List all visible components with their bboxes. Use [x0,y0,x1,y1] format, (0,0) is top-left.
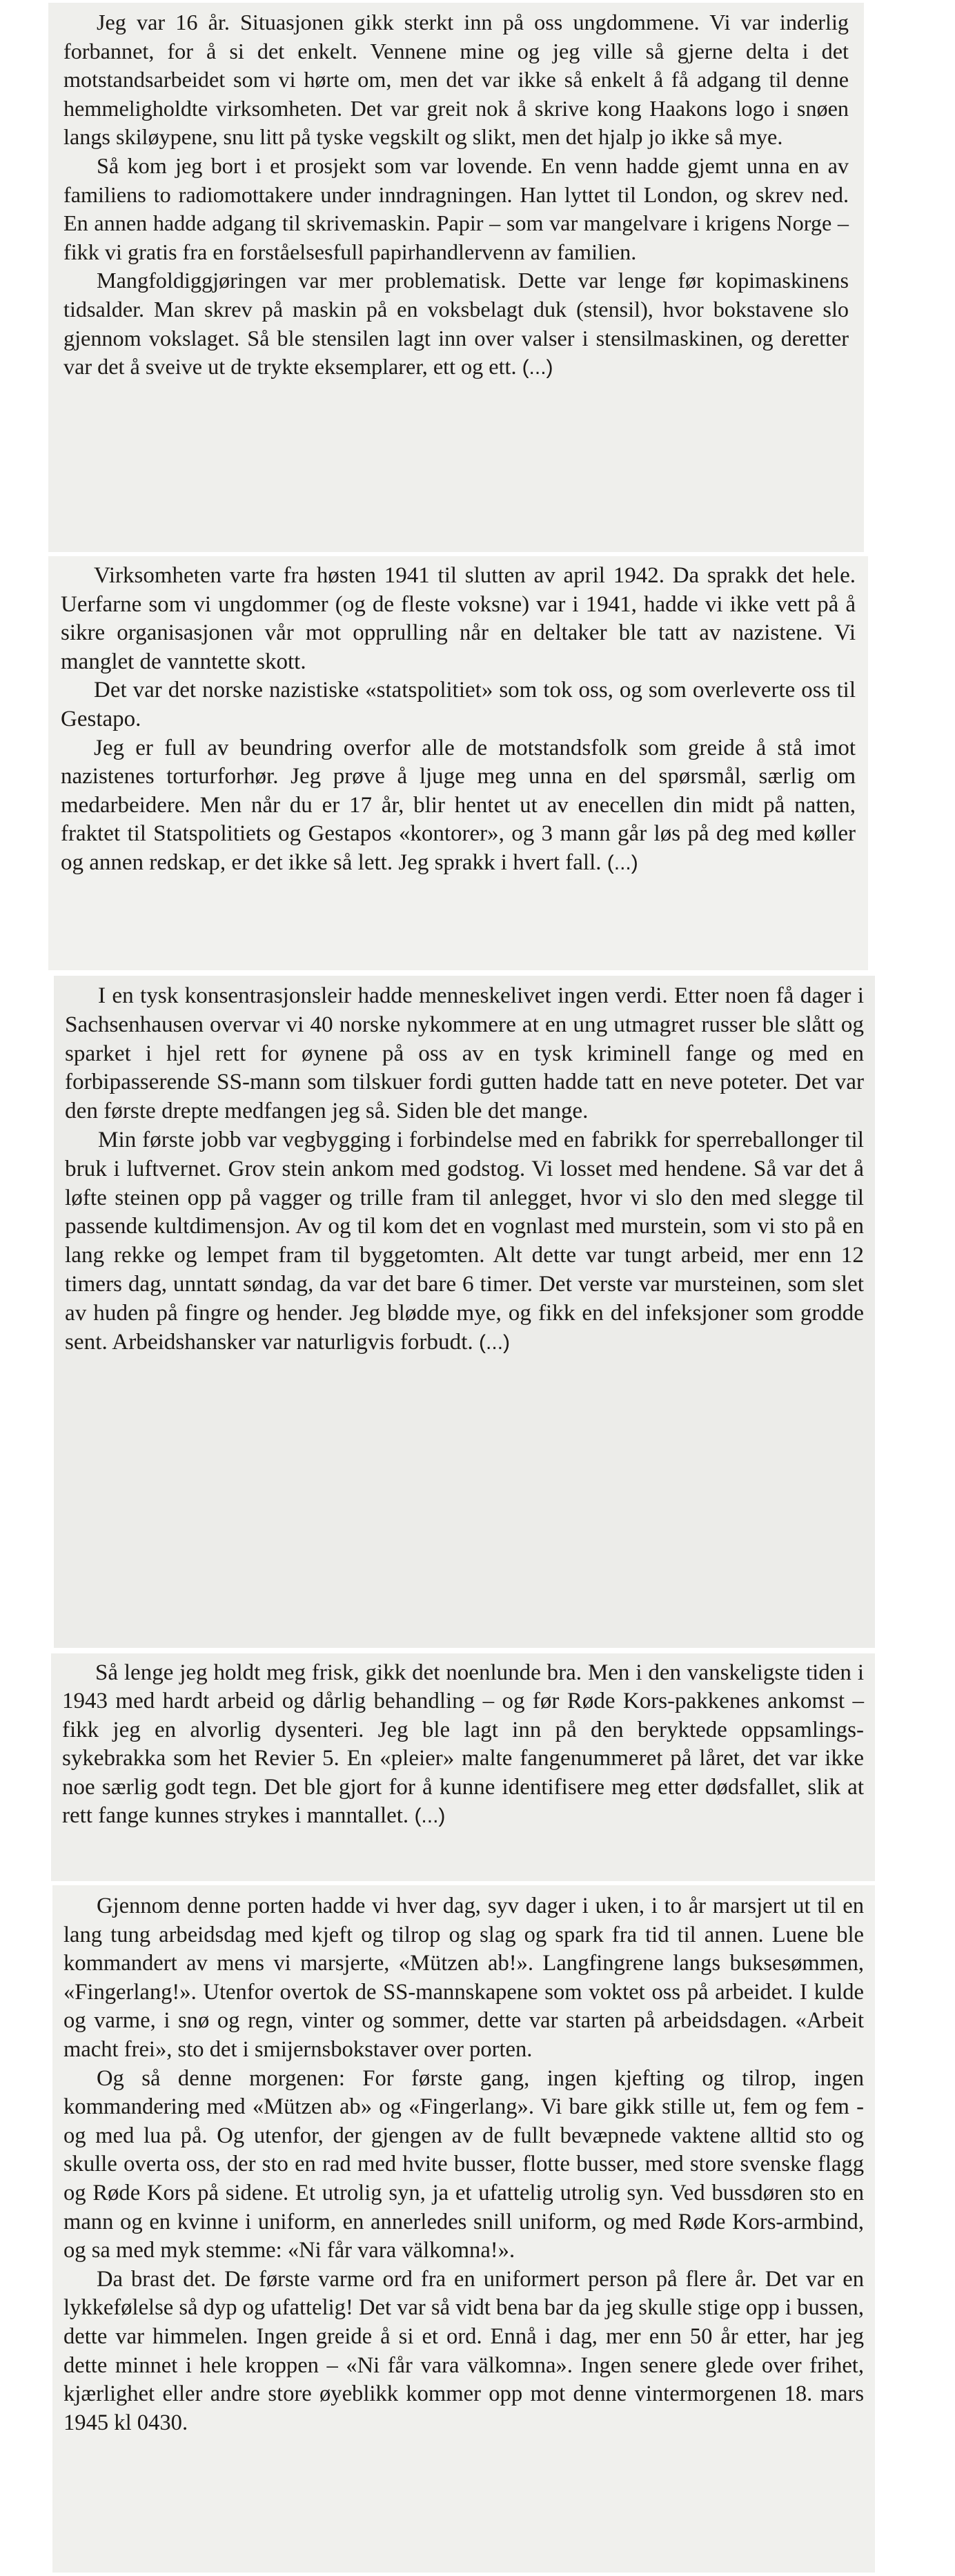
omission-mark: (...) [479,1330,511,1354]
paragraph: Da brast det. De første varme ord fra en uniformert person på flere år. Det var en lykkefølelse så dyp og ufattelig! Det var så vidt bena bar da jeg skulle stige opp i bussen, dette var himmelen. Ingen greide å si et ord. Ennå i dag, mer enn 50 år etter, har jeg dette minnet i hele kroppen – «Ni får vara välkomna». Ingen senere glede over frihet, kjærlighet eller andre store øyeblikk kommer opp mot denne vintermorgenen 18. mars 1945 kl 0430. [63,2266,864,2435]
omission-mark: (...) [414,1805,446,1828]
paragraph: Jeg var 16 år. Situasjonen gikk sterkt inn på oss ungdommene. Vi var inderlig forbannet, for å si det enkelt. Vennene mine og jeg ville så gjerne delta i det motstandsarbeidet som vi hørte om, men det var ikke så enkelt å få adgang til denne hemmeligholdte virksomheten. Det var greit nok å skrive kong Haakons logo i snøen langs skiløypene, snu litt på tyske vegskilt og slikt, men det hjalp jo ikke så mye. [63,10,849,150]
paragraph [61,734,856,878]
excerpt-5 [52,1885,875,2573]
paragraph [63,266,849,382]
paragraph: Så kom jeg bort i et prosjekt som var lovende. En venn hadde gjemt unna en av familiens to radiomottakere under inndragningen. Han lyttet til London, og skrev ned. En annen hadde adgang til skrivemaskin. Papir – som var mangelvare i krigens Norge – fikk vi gratis fra en forståelsesfull papirhandlervenn av familien. [63,153,849,264]
excerpt-2 [48,556,868,970]
excerpt-3 [54,976,875,1648]
paragraph-text: Min første jobb var vegbygging i forbindelse med en fabrikk for sperreballonger til bruk i luftvernet. Grov stein ankom med godstog. Vi losset med hendene. Så var det å løfte steinen opp på vagger og trille fram til anlegget, hvor vi slo den med slegge til passende kultdimensjon. Av og til kom det en vognlast med murstein, som vi sto på en lang rekke og lempet fram til byggetomten. Alt dette var tungt arbeid, mer enn 12 timers dag, unntatt søndag, da var det bare 6 timer. Det verste var mursteinen, som slet av huden på fingre og hender. Jeg blødde mye, og fikk en del infeksjoner som grodde sent. Arbeidshansker var naturligvis forbudt. [65,1126,864,1355]
paragraph [62,1659,864,1830]
excerpt-1 [48,3,864,552]
paragraph: I en tysk konsentrasjonsleir hadde menneskelivet ingen verdi. Etter noen få dager i Sachsenhausen overvar vi 40 norske nykommere at en ung utmagret russer ble slått og sparket i hjel rett for øynene på oss av en tysk kriminell fange og med en forbipasserende SS-mann som tilskuer fordi gutten hadde tatt en neve poteter. Det var den første drepte medfangen jeg så. Siden ble det mange. [65,983,864,1124]
omission-mark: (...) [522,356,553,380]
omission-mark: (...) [607,851,638,874]
paragraph-text: Mangfoldiggjøringen var mer problematisk. Dette var lenge før kopimaskinens tidsalder. Man skrev på maskin på en voksbelagt duk (stensil), hvor bokstavene slo gjennom vokslaget. Så ble stensilen lagt inn over valser i stensilmaskinen, og deretter var det å sveive ut de trykte eksemplarer, ett og ett. [63,268,849,380]
paragraph: Gjennom denne porten hadde vi hver dag, syv dager i uken, i to år marsjert ut til en lang tung arbeidsdag med kjeft og tilrop og slag og spark fra tid til annen. Luene ble kommandert av mens vi marsjerte, «Mützen ab!». Langfingrene langs buksesømmen, «Fingerlang!». Utenfor overtok de SS-mannskapene som voktet oss på arbeidet. I kulde og varme, i snø og regn, vinter og sommer, dette var starten på arbeidsdagen. «Arbeit macht frei», sto det i smijernsbokstaver over porten. [63,1894,864,2062]
paragraph: Det var det norske nazistiske «statspolitiet» som tok oss, og som overleverte oss til Gestapo. [61,678,856,731]
paragraph-text: Så lenge jeg holdt meg frisk, gikk det noenlunde bra. Men i den vanskeligste tiden i 1943 med hardt arbeid og dårlig behandling – og før Røde Kors-pakkenes ankomst – fikk jeg en alvorlig dysenteri. Jeg ble lagt inn på den beryktede oppsamlings-sykebrakka som het Revier 5. En «pleier» malte fangenummeret på låret, det var ikke noe særlig godt tegn. Det ble gjort for å kunne identifisere meg etter dødsfallet, slik at rett fange kunnes strykes i manntallet. [62,1660,864,1829]
excerpt-4 [51,1653,875,1881]
paragraph: Og så denne morgenen: For første gang, ingen kjefting og tilrop, ingen kommandering med «Mützen ab» og «Fingerlang». Vi bare gikk stille ut, fem og fem - og med lua på. Og utenfor, der gjengen av de fullt bevæpnede vaktene alltid sto og skulle overta oss, der sto en rad med hvite busser, flotte busser, med store svenske flagg og Røde Kors på sidene. Et utrolig syn, ja et ufattelig utrolig syn. Ved bussdøren sto en mann og en kvinne i uniform, en annerledes snill uniform, og med Røde Kors-armbind, og sa med myk stemme: «Ni får vara välkomna!». [63,2065,864,2263]
paragraph [65,1125,864,1357]
paragraph: Virksomheten varte fra høsten 1941 til slutten av april 1942. Da sprakk det hele. Uerfarne som vi ungdommer (og de fleste voksne) var i 1941, hadde vi ikke vett på å sikre organisasjonen vår mot opprulling når en deltaker ble tatt av nazistene. Vi manglet de vanntette skott. [61,563,856,674]
paragraph-text: Jeg er full av beundring overfor alle de motstandsfolk som greide å stå imot nazistenes torturforhør. Jeg prøve å ljuge meg unna en del spørsmål, særlig om medarbeidere. Men når du er 17 år, blir hentet ut av enecellen din midt på natten, fraktet til Statspolitiets og Gestapos «kontorer», og 3 mann går løs på deg med køller og annen redskap, er det ikke så lett. Jeg sprakk i hvert fall. [61,735,856,875]
